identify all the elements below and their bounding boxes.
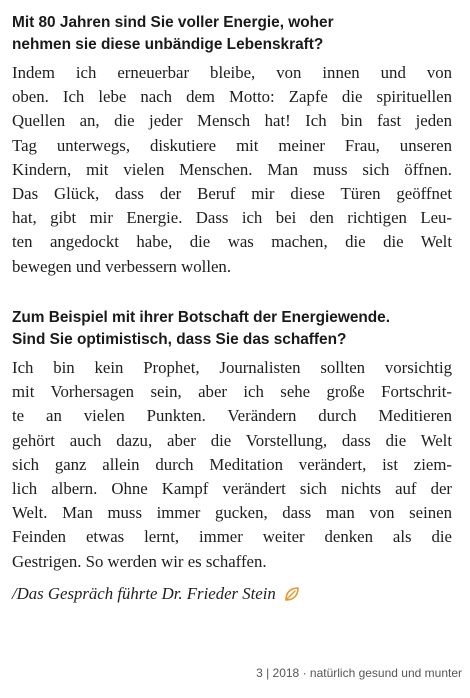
- interview-answer-1: [12, 61, 452, 279]
- answer-line: ten angedockt habe, die was machen, die die Welt: [12, 232, 452, 252]
- answer-line: bewegen und verbessern wollen.: [12, 256, 232, 276]
- answer-line: Feinden etwas lernt, immer weiter denken als die: [12, 527, 452, 547]
- interview-question-2: [12, 307, 464, 351]
- question-line: Zum Beispiel mit ihrer Botschaft der Energiewende.: [12, 309, 391, 326]
- question-line: nehmen sie diese unbändige Lebenskraft?: [12, 36, 324, 53]
- answer-line: Welt. Man muss immer gucken, dass man von seinen: [12, 503, 452, 523]
- answer-line: Quellen an, die jeder Mensch hat! Ich bin fast jeden: [12, 111, 452, 131]
- interview-credit: [12, 582, 300, 609]
- answer-line: Kindern, mit vielen Menschen. Man muss sich öffnen.: [12, 159, 452, 179]
- answer-line: hat, gibt mir Energie. Dass ich bei den richtigen Leu-: [12, 208, 452, 228]
- page-footer: 3 | 2018 · natürlich gesund und munter: [256, 666, 462, 680]
- interview-question-1: [12, 12, 464, 56]
- answer-line: mit Vorhersagen sein, aber ich sehe große Fortschrit-: [12, 382, 452, 402]
- credit-text: /Das Gespräch führte Dr. Frieder Stein: [12, 584, 276, 603]
- answer-line: te an vielen Punkten. Verändern durch Meditieren: [12, 406, 452, 426]
- answer-line: Gestrigen. So werden wir es schaffen.: [12, 551, 267, 571]
- question-line: Sind Sie optimistisch, dass Sie das schaffen?: [12, 331, 347, 348]
- answer-line: Indem ich erneuerbar bleibe, von innen und von: [12, 63, 452, 82]
- answer-line: oben. Ich lebe nach dem Motto: Zapfe die spirituellen: [12, 87, 452, 107]
- answer-line: Das Glück, dass der Beruf mir diese Türen geöffnet: [12, 184, 452, 204]
- answer-line: gehört auch dazu, aber die Vorstellung, dass die Welt: [12, 430, 452, 450]
- answer-line: Tag unterwegs, diskutiere mit meiner Frau, unseren: [12, 135, 452, 155]
- interview-answer-2: [12, 356, 452, 574]
- answer-line: Ich bin kein Prophet, Journalisten sollten vorsichtig: [12, 358, 452, 377]
- answer-line: sich ganz allein durch Meditation verändert, ist ziem-: [12, 454, 452, 474]
- leaf-icon: [284, 585, 300, 609]
- question-line: Mit 80 Jahren sind Sie voller Energie, woher: [12, 14, 334, 31]
- answer-line: lich albern. Ohne Kampf verändert sich nichts auf der: [12, 479, 452, 499]
